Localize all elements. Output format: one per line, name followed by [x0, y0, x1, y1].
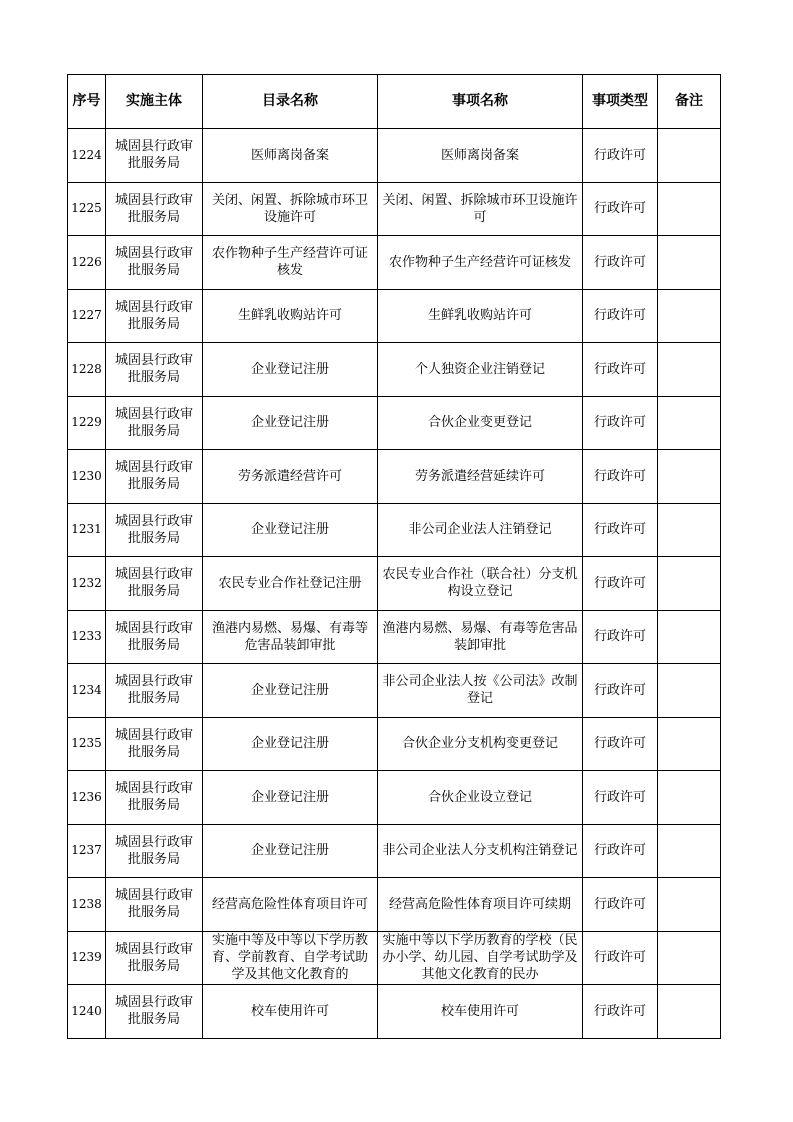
cell-seq-text: 1226: [71, 254, 102, 269]
cell-type: [583, 771, 658, 825]
cell-item: [378, 985, 583, 1039]
cell-seq-text: 1225: [71, 201, 102, 216]
cell-note: [658, 717, 721, 771]
cell-agency: [106, 771, 203, 825]
cell-item-text: 农作物种子生产经营许可证核发: [388, 254, 571, 270]
cell-type-text: 行政许可: [593, 736, 646, 752]
cell-item-text: 非公司企业法人按《公司法》改制登记: [382, 674, 578, 707]
cell-catalog-text: 校车使用许可: [250, 1003, 329, 1019]
cell-type-text: 行政许可: [593, 896, 646, 912]
header-note: 备注: [658, 75, 721, 129]
table-row: [68, 717, 721, 771]
cell-note: [658, 664, 721, 718]
cell-seq-text: 1227: [71, 308, 102, 323]
cell-type: [583, 289, 658, 343]
cell-item: [378, 450, 583, 504]
cell-type: [583, 450, 658, 504]
cell-item: [378, 557, 583, 611]
cell-agency-text: 城固县行政审批服务局: [114, 727, 193, 760]
table-row: [68, 182, 721, 236]
table-row: [68, 343, 721, 397]
cell-item-text: 农民专业合作社（联合社）分支机构设立登记: [382, 567, 578, 600]
table-row: [68, 129, 721, 183]
cell-catalog-text: 实施中等及中等以下学历教育、学前教育、自学考试助学及其他文化教育的: [211, 933, 368, 983]
cell-seq: [68, 664, 106, 718]
cell-seq-text: 1237: [71, 843, 102, 858]
cell-catalog: [203, 289, 378, 343]
table-row: [68, 289, 721, 343]
cell-catalog: [203, 236, 378, 290]
cell-note: [658, 289, 721, 343]
cell-seq: [68, 985, 106, 1039]
cell-catalog-text: 经营高危险性体育项目许可: [211, 896, 368, 912]
cell-seq-text: 1224: [71, 147, 102, 162]
cell-catalog-text: 企业登记注册: [250, 522, 329, 538]
cell-catalog: [203, 343, 378, 397]
cell-seq: [68, 771, 106, 825]
cell-seq: [68, 717, 106, 771]
cell-agency: [106, 664, 203, 718]
cell-note: [658, 182, 721, 236]
cell-type: [583, 664, 658, 718]
cell-type-text: 行政许可: [593, 254, 646, 270]
cell-seq: [68, 343, 106, 397]
cell-note: [658, 557, 721, 611]
cell-catalog: [203, 450, 378, 504]
cell-catalog-text: 农民专业合作社登记注册: [218, 575, 362, 591]
cell-seq: [68, 450, 106, 504]
table-row: [68, 236, 721, 290]
cell-item-text: 个人独资企业注销登记: [414, 361, 545, 377]
cell-seq-text: 1238: [71, 896, 102, 911]
cell-item: [378, 343, 583, 397]
cell-catalog: [203, 771, 378, 825]
cell-agency: [106, 878, 203, 932]
cell-agency: [106, 396, 203, 450]
cell-seq-text: 1239: [71, 950, 102, 965]
cell-catalog-text: 医师离岗备案: [250, 147, 329, 163]
table-row: [68, 878, 721, 932]
cell-agency: [106, 503, 203, 557]
cell-type: [583, 878, 658, 932]
cell-agency-text: 城固县行政审批服务局: [114, 834, 193, 867]
cell-type-text: 行政许可: [593, 575, 646, 591]
cell-seq-text: 1235: [71, 736, 102, 751]
cell-seq-text: 1229: [71, 415, 102, 430]
cell-seq: [68, 610, 106, 664]
cell-seq-text: 1236: [71, 789, 102, 804]
cell-seq: [68, 129, 106, 183]
cell-item: [378, 717, 583, 771]
cell-item: [378, 664, 583, 718]
cell-note: [658, 771, 721, 825]
cell-type: [583, 236, 658, 290]
cell-type: [583, 343, 658, 397]
cell-type-text: 行政许可: [593, 415, 646, 431]
table-row: [68, 503, 721, 557]
cell-type-text: 行政许可: [593, 950, 646, 966]
cell-catalog: [203, 931, 378, 985]
cell-seq: [68, 931, 106, 985]
cell-type: [583, 129, 658, 183]
cell-seq: [68, 396, 106, 450]
header-row: [68, 75, 721, 129]
cell-catalog: [203, 664, 378, 718]
cell-agency-text: 城固县行政审批服务局: [114, 567, 193, 600]
table-body: [68, 129, 721, 1039]
cell-catalog-text: 农作物种子生产经营许可证核发: [211, 246, 368, 279]
cell-seq: [68, 236, 106, 290]
cell-type-text: 行政许可: [593, 1003, 646, 1019]
cell-seq: [68, 503, 106, 557]
cell-agency: [106, 129, 203, 183]
cell-type: [583, 182, 658, 236]
cell-catalog: [203, 557, 378, 611]
cell-note: [658, 503, 721, 557]
header-type: 事项类型: [583, 75, 658, 129]
cell-type-text: 行政许可: [593, 468, 646, 484]
cell-agency-text: 城固县行政审批服务局: [114, 299, 193, 332]
cell-agency: [106, 985, 203, 1039]
table-row: [68, 771, 721, 825]
cell-type: [583, 396, 658, 450]
cell-catalog-text: 企业登记注册: [250, 789, 329, 805]
cell-type: [583, 610, 658, 664]
cell-catalog-text: 企业登记注册: [250, 682, 329, 698]
cell-seq-text: 1231: [71, 522, 102, 537]
cell-type-text: 行政许可: [593, 843, 646, 859]
cell-item: [378, 824, 583, 878]
cell-type-text: 行政许可: [593, 522, 646, 538]
cell-agency: [106, 182, 203, 236]
cell-type-text: 行政许可: [593, 147, 646, 163]
cell-note: [658, 343, 721, 397]
cell-item: [378, 396, 583, 450]
cell-item-text: 合伙企业设立登记: [427, 789, 532, 805]
cell-catalog: [203, 717, 378, 771]
cell-seq-text: 1230: [71, 468, 102, 483]
cell-agency-text: 城固县行政审批服务局: [114, 246, 193, 279]
cell-catalog: [203, 396, 378, 450]
cell-agency-text: 城固县行政审批服务局: [114, 781, 193, 814]
cell-catalog: [203, 182, 378, 236]
cell-item-text: 医师离岗备案: [440, 147, 519, 163]
cell-item: [378, 878, 583, 932]
cell-type-text: 行政许可: [593, 789, 646, 805]
cell-item-text: 生鲜乳收购站许可: [427, 308, 532, 324]
cell-agency-text: 城固县行政审批服务局: [114, 139, 193, 172]
cell-type-text: 行政许可: [593, 201, 646, 217]
cell-catalog: [203, 878, 378, 932]
cell-agency-text: 城固县行政审批服务局: [114, 353, 193, 386]
cell-item-text: 非公司企业法人注销登记: [408, 522, 552, 538]
cell-agency: [106, 236, 203, 290]
cell-note: [658, 129, 721, 183]
cell-agency: [106, 931, 203, 985]
cell-agency-text: 城固县行政审批服务局: [114, 995, 193, 1028]
header-item: 事项名称: [378, 75, 583, 129]
cell-catalog-text: 生鲜乳收购站许可: [237, 308, 342, 324]
cell-item: [378, 931, 583, 985]
cell-agency: [106, 557, 203, 611]
cell-seq-text: 1240: [71, 1003, 102, 1018]
cell-note: [658, 931, 721, 985]
cell-type-text: 行政许可: [593, 682, 646, 698]
cell-agency-text: 城固县行政审批服务局: [114, 941, 193, 974]
cell-catalog-text: 企业登记注册: [250, 415, 329, 431]
cell-note: [658, 824, 721, 878]
cell-item: [378, 182, 583, 236]
cell-catalog: [203, 129, 378, 183]
cell-seq: [68, 824, 106, 878]
cell-catalog-text: 劳务派遣经营许可: [237, 468, 342, 484]
cell-note: [658, 236, 721, 290]
cell-item-text: 实施中等以下学历教育的学校（民办小学、幼儿园、自学考试助学及其他文化教育的民办: [382, 933, 578, 983]
cell-agency: [106, 450, 203, 504]
cell-item: [378, 503, 583, 557]
table-row: [68, 824, 721, 878]
cell-item-text: 校车使用许可: [440, 1003, 519, 1019]
cell-seq: [68, 182, 106, 236]
cell-note: [658, 396, 721, 450]
cell-agency: [106, 289, 203, 343]
cell-item-text: 劳务派遣经营延续许可: [414, 468, 545, 484]
cell-type: [583, 985, 658, 1039]
cell-note: [658, 985, 721, 1039]
cell-item-text: 非公司企业法人分支机构注销登记: [382, 843, 578, 859]
table-row: [68, 985, 721, 1039]
cell-agency-text: 城固县行政审批服务局: [114, 888, 193, 921]
cell-agency: [106, 717, 203, 771]
cell-type-text: 行政许可: [593, 629, 646, 645]
cell-agency-text: 城固县行政审批服务局: [114, 674, 193, 707]
cell-type-text: 行政许可: [593, 361, 646, 377]
cell-item: [378, 610, 583, 664]
cell-catalog: [203, 503, 378, 557]
cell-catalog: [203, 824, 378, 878]
table-row: [68, 664, 721, 718]
cell-agency-text: 城固县行政审批服务局: [114, 620, 193, 653]
permit-items-table: [67, 74, 721, 1039]
cell-type: [583, 824, 658, 878]
table-row: [68, 557, 721, 611]
cell-seq-text: 1233: [71, 629, 102, 644]
cell-type: [583, 503, 658, 557]
cell-agency-text: 城固县行政审批服务局: [114, 460, 193, 493]
cell-note: [658, 450, 721, 504]
cell-seq: [68, 557, 106, 611]
cell-agency: [106, 343, 203, 397]
cell-seq-text: 1228: [71, 361, 102, 376]
cell-agency-text: 城固县行政审批服务局: [114, 192, 193, 225]
cell-item-text: 合伙企业分支机构变更登记: [401, 736, 558, 752]
cell-agency: [106, 610, 203, 664]
cell-item: [378, 289, 583, 343]
cell-seq-text: 1234: [71, 682, 102, 697]
cell-agency-text: 城固县行政审批服务局: [114, 406, 193, 439]
table-row: [68, 450, 721, 504]
header-seq: 序号: [68, 75, 106, 129]
cell-catalog-text: 关闭、闲置、拆除城市环卫设施许可: [211, 192, 368, 225]
cell-seq: [68, 289, 106, 343]
cell-catalog-text: 企业登记注册: [250, 843, 329, 859]
cell-agency: [106, 824, 203, 878]
cell-item: [378, 771, 583, 825]
cell-catalog-text: 企业登记注册: [250, 736, 329, 752]
cell-item-text: 关闭、闲置、拆除城市环卫设施许可: [382, 192, 578, 225]
cell-note: [658, 610, 721, 664]
cell-catalog: [203, 985, 378, 1039]
table-row: [68, 931, 721, 985]
table-row: [68, 396, 721, 450]
table-row: [68, 610, 721, 664]
cell-catalog: [203, 610, 378, 664]
header-agency: 实施主体: [106, 75, 203, 129]
cell-item-text: 经营高危险性体育项目许可续期: [388, 896, 571, 912]
cell-item-text: 合伙企业变更登记: [427, 415, 532, 431]
cell-item: [378, 236, 583, 290]
cell-item: [378, 129, 583, 183]
cell-item-text: 渔港内易燃、易爆、有毒等危害品装卸审批: [382, 620, 578, 653]
cell-catalog-text: 企业登记注册: [250, 361, 329, 377]
cell-note: [658, 878, 721, 932]
cell-seq: [68, 878, 106, 932]
cell-seq-text: 1232: [71, 575, 102, 590]
cell-agency-text: 城固县行政审批服务局: [114, 513, 193, 546]
cell-type: [583, 931, 658, 985]
header-catalog: 目录名称: [203, 75, 378, 129]
cell-type: [583, 717, 658, 771]
cell-catalog-text: 渔港内易燃、易爆、有毒等危害品装卸审批: [211, 620, 368, 653]
cell-type: [583, 557, 658, 611]
cell-type-text: 行政许可: [593, 308, 646, 324]
